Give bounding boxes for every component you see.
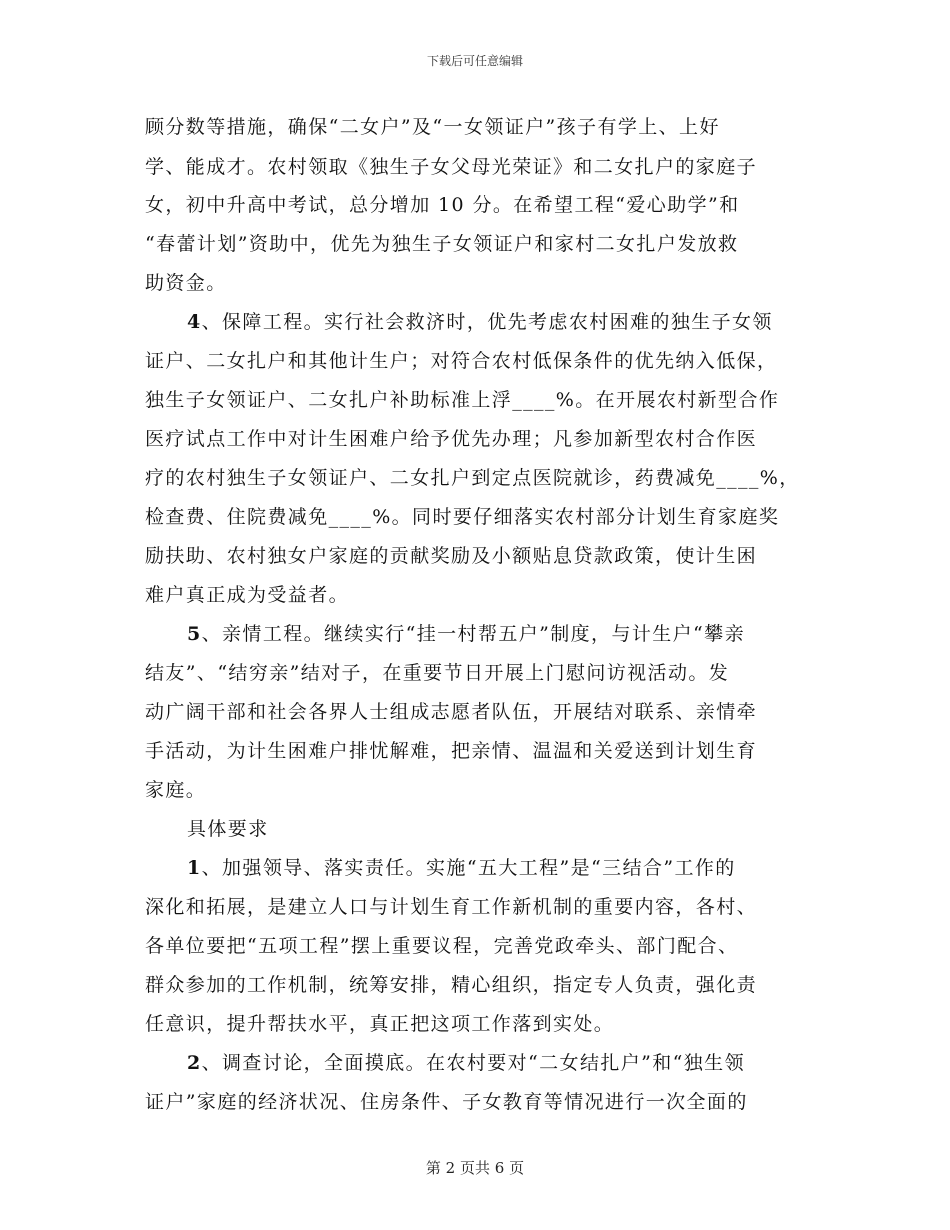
page-header: 下载后可任意编辑 — [426, 54, 523, 68]
text-line: 独生子女领证户、二女扎户补助标准上浮____%。在开展农村新型合作 — [145, 389, 780, 411]
text-line: 医疗试点工作中对计生困难户给予优先办理；凡参加新型农村合作医 — [145, 428, 758, 450]
text-line: 任意识，提升帮扶水平，真正把这项工作落到实处。 — [145, 1013, 615, 1035]
item-text: 、调查讨论，全面摸底。在农村要对“二女结扎户”和“独生领 — [201, 1052, 745, 1074]
text-line: 女，初中升高中考试，总分增加 10 分。在希望工程“爱心助学”和 — [145, 194, 740, 216]
text-line: 助资金。 — [145, 272, 227, 294]
text-line — [187, 307, 773, 334]
page-footer: 第 2 页共 6 页 — [425, 1159, 525, 1177]
text-line: 检查费、住院费减免____%。同时要仔细落实农村部分计划生育家庭奖 — [145, 506, 780, 528]
text-line: 群众参加的工作机制，统筹安排，精心组织，指定专人负责，强化责 — [145, 974, 758, 996]
item-number: 2 — [187, 1052, 202, 1074]
text-line — [187, 853, 736, 880]
text-line: 励扶助、农村独女户家庭的贡献奖励及小额贴息贷款政策，使计生困 — [145, 545, 758, 567]
text-line: 难户真正成为受益者。 — [145, 584, 350, 606]
item-text: 、保障工程。实行社会救济时，优先考虑农村困难的独生子女领 — [201, 311, 773, 333]
text-line: 手活动，为计生困难户排忧解难，把亲情、温温和关爱送到计划生育 — [145, 740, 758, 762]
text-line: 深化和拓展，是建立人口与计划生育工作新机制的重要内容，各村、 — [145, 896, 758, 918]
text-line: 证户、二女扎户和其他计生户；对符合农村低保条件的优先纳入低保， — [145, 350, 778, 372]
item-text: 、亲情工程。继续实行“挂一村帮五户”制度，与计生户“攀亲 — [201, 623, 745, 645]
text-line: 动广阔干部和社会各界人士组成志愿者队伍，开展结对联系、亲情牵 — [145, 701, 758, 723]
item-number: 4 — [187, 311, 202, 333]
text-line: 学、能成才。农村领取《独生子女父母光荣证》和二女扎户的家庭子 — [145, 156, 758, 178]
text-line: 顾分数等措施，确保“二女户”及“一女领证户”孩子有学上、上好 — [145, 116, 720, 138]
item-number: 1 — [187, 857, 202, 879]
text-line: 结友”、“结穷亲”结对子，在重要节日开展上门慰问访视活动。发 — [145, 662, 730, 684]
item-text: 、加强领导、落实责任。实施“五大工程”是“三结合”工作的 — [201, 857, 736, 879]
text-line: “春蕾计划”资助中，优先为独生子女领证户和家村二女扎户发放救 — [145, 233, 739, 255]
text-line — [187, 619, 745, 646]
text-line: 家庭。 — [145, 779, 207, 801]
item-number: 5 — [187, 623, 202, 645]
section-heading: 具体要求 — [187, 818, 269, 840]
text-line: 证户”家庭的经济状况、住房条件、子女教育等情况进行一次全面的 — [145, 1091, 748, 1113]
text-line — [187, 1048, 745, 1075]
text-line: 各单位要把“五项工程”摆上重要议程，完善党政牵头、部门配合、 — [145, 935, 739, 957]
text-line: 疗的农村独生子女领证户、二女扎户到定点医院就诊，药费减免____%， — [145, 467, 800, 489]
